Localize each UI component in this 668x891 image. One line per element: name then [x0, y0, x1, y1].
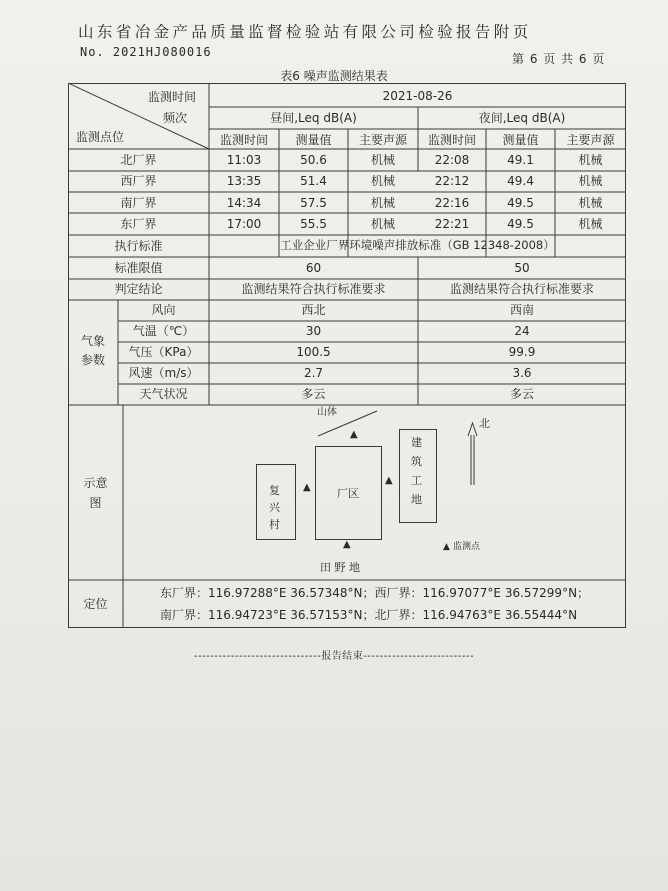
- north-arrow-head: [468, 423, 477, 436]
- north-label: 北: [479, 417, 490, 430]
- weather-param-label: 气压（KPa）: [128, 345, 199, 359]
- weather-night-value: 3.6: [512, 366, 532, 380]
- standard-value: 工业企业厂界环境噪声排放标准（GB 12348-2008）: [280, 238, 555, 252]
- row-point: 西厂界: [120, 174, 157, 188]
- location-line-2: 南厂界：116.94723°E 36.57153°N；北厂界：116.94763°E 36.55444°N: [160, 608, 578, 622]
- sub-header-night-time: 监测时间: [427, 133, 476, 147]
- legend-label: 监测点: [453, 542, 481, 552]
- page-indicator: 第 6 页 共 6 页: [512, 52, 606, 66]
- row-day-source: 机械: [370, 174, 395, 188]
- row-day-source: 机械: [370, 196, 395, 210]
- header-monitor-point: 监测点位: [76, 130, 125, 144]
- limit-night: 50: [514, 261, 530, 275]
- row-day-value: 55.5: [300, 217, 327, 231]
- mountain-label: 山体: [317, 407, 337, 418]
- weather-param-label: 天气状况: [139, 387, 188, 401]
- weather-label-line-2: 参数: [80, 353, 105, 367]
- weather-param-label: 风向: [151, 303, 176, 317]
- weather-night-value: 多云: [509, 387, 534, 401]
- row-day-time: 14:34: [226, 196, 262, 210]
- construction-label-char: 工: [411, 474, 422, 487]
- row-point: 东厂界: [120, 217, 157, 231]
- weather-night-value: 99.9: [508, 345, 536, 359]
- conclusion-label: 判定结论: [114, 282, 163, 296]
- row-night-time: 22:08: [434, 153, 470, 167]
- row-night-time: 22:12: [434, 174, 470, 188]
- row-day-source: 机械: [370, 153, 395, 167]
- limit-label: 标准限值: [114, 261, 163, 275]
- limit-day: 60: [305, 261, 322, 275]
- row-night-value: 49.5: [507, 217, 534, 231]
- conclusion-day: 监测结果符合执行标准要求: [241, 282, 386, 296]
- site-diagram-drawing: [123, 405, 626, 580]
- monitor-point-north-marker: ▲: [350, 429, 358, 440]
- sub-header-night-value: 测量值: [502, 133, 539, 147]
- sub-header-day-source: 主要声源: [358, 133, 407, 147]
- day-group-header: 昼间,Leq dB(A): [270, 111, 357, 125]
- report-end-line: -------------------------------报告结束---------------------------: [193, 651, 475, 662]
- night-group-header: 夜间,Leq dB(A): [478, 111, 566, 125]
- legend-marker-icon: ▲: [443, 542, 450, 552]
- plant-label: 厂区: [337, 487, 359, 500]
- row-day-value: 57.5: [300, 196, 327, 210]
- monitor-point-south-marker: ▲: [343, 539, 351, 550]
- row-day-value: 51.4: [300, 174, 327, 188]
- site-diagram: [123, 405, 626, 580]
- sub-header-day-time: 监测时间: [219, 133, 268, 147]
- monitoring-date: 2021-08-26: [382, 89, 453, 103]
- location-line-1: 东厂界：116.97288°E 36.57348°N；西厂界：116.97077°E 36.57299°N；: [160, 586, 590, 600]
- field-label: 田 野 地: [320, 561, 360, 574]
- village-label-char: 兴: [269, 501, 280, 514]
- row-point: 北厂界: [120, 153, 157, 167]
- row-day-value: 50.6: [300, 153, 327, 167]
- weather-param-label: 气温（℃）: [132, 324, 195, 338]
- header-monitor-time: 监测时间: [148, 90, 197, 104]
- header-frequency: 频次: [163, 111, 188, 125]
- weather-day-value: 多云: [301, 387, 326, 401]
- row-night-value: 49.5: [507, 196, 534, 210]
- row-night-source: 机械: [578, 174, 603, 188]
- sub-header-day-value: 测量值: [295, 133, 332, 147]
- village-label-char: 复: [269, 484, 280, 497]
- conclusion-night: 监测结果符合执行标准要求: [449, 282, 594, 296]
- diagram-label-line-1: 示意: [83, 476, 108, 490]
- row-point: 南厂界: [120, 196, 157, 210]
- row-day-source: 机械: [370, 217, 395, 231]
- sub-header-night-source: 主要声源: [566, 133, 615, 147]
- monitor-point-west-marker: ▲: [303, 482, 311, 493]
- row-night-source: 机械: [578, 217, 603, 231]
- weather-param-label: 风速（m/s）: [128, 366, 199, 380]
- standard-label: 执行标准: [114, 239, 163, 253]
- location-label: 定位: [83, 597, 108, 611]
- weather-night-value: 24: [514, 324, 530, 338]
- row-night-source: 机械: [578, 196, 603, 210]
- row-night-time: 22:16: [434, 196, 470, 210]
- row-day-time: 13:35: [226, 174, 262, 188]
- report-number: No. 2021HJ080016: [80, 45, 212, 59]
- weather-day-value: 西北: [301, 303, 326, 317]
- row-day-time: 17:00: [226, 217, 262, 231]
- row-night-value: 49.4: [507, 174, 534, 188]
- table-caption: 表6 噪声监测结果表: [280, 69, 388, 83]
- weather-label-line-1: 气象: [80, 334, 105, 348]
- row-night-value: 49.1: [507, 153, 534, 167]
- noise-results-table: [68, 83, 626, 628]
- weather-day-value: 2.7: [303, 366, 324, 380]
- row-night-time: 22:21: [434, 217, 470, 231]
- weather-day-value: 100.5: [296, 345, 331, 359]
- construction-label-char: 建: [411, 436, 422, 449]
- construction-label-char: 地: [411, 493, 422, 506]
- construction-label-char: 筑: [411, 455, 422, 468]
- monitor-point-east-marker: ▲: [385, 475, 393, 486]
- row-day-time: 11:03: [226, 153, 262, 167]
- report-header-title: 山东省冶金产品质量监督检验站有限公司检验报告附页: [78, 23, 532, 41]
- weather-night-value: 西南: [509, 303, 534, 317]
- weather-day-value: 30: [305, 324, 322, 338]
- village-label-char: 村: [269, 518, 280, 531]
- diagram-label-line-2: 图: [89, 496, 102, 510]
- row-night-source: 机械: [578, 153, 603, 167]
